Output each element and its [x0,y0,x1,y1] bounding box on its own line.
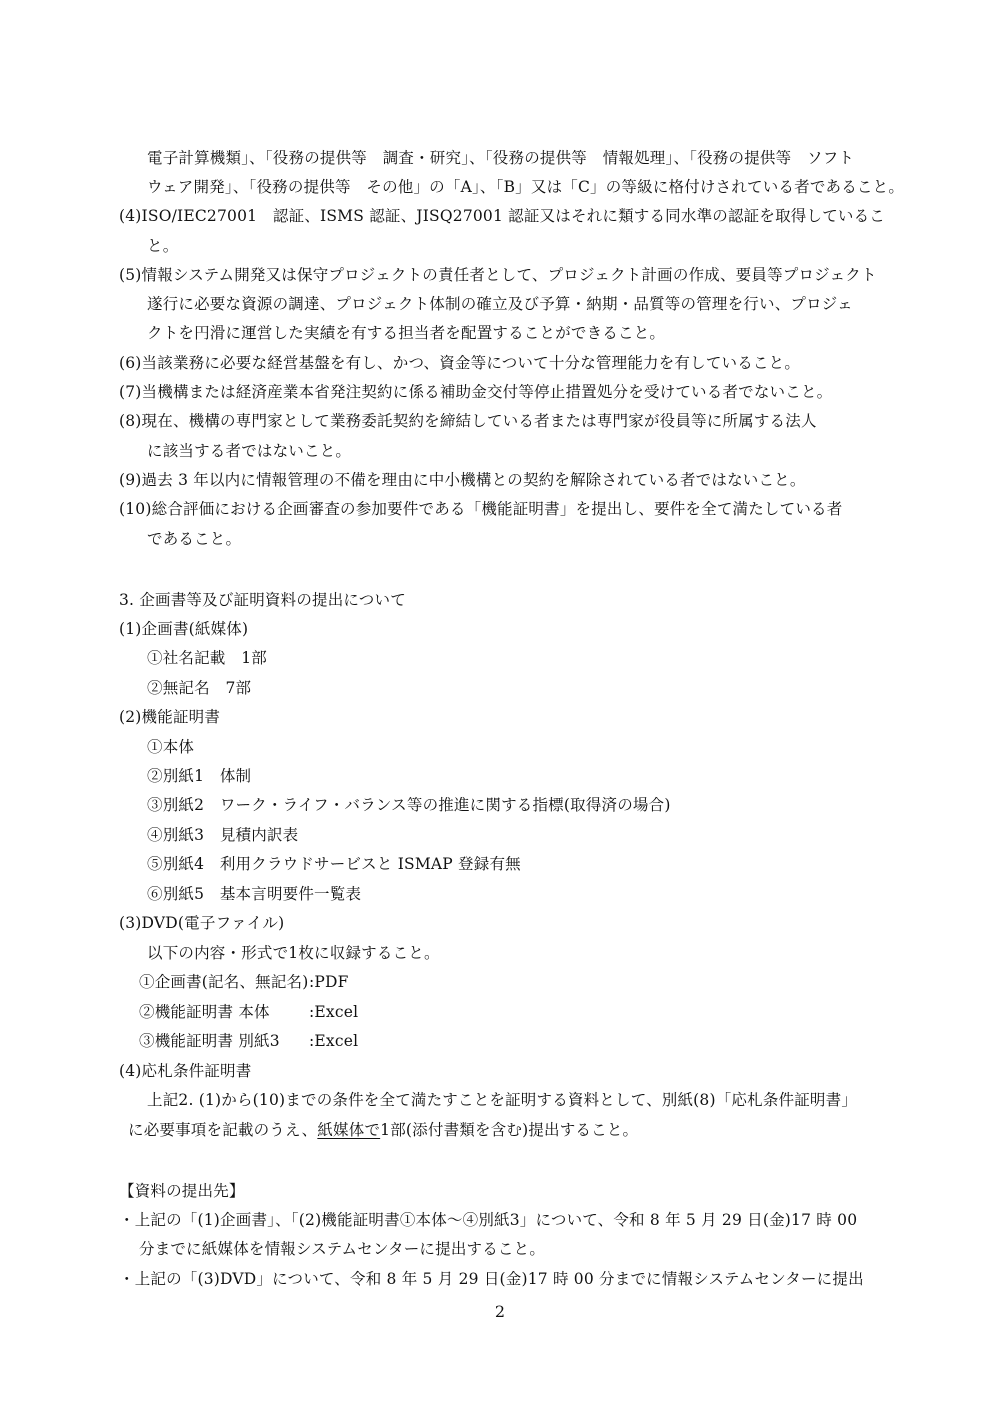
dvd-file-name: ③機能証明書 別紙3 [139,1032,280,1050]
subsection-2-item: ⑥別紙5 基本言明要件一覧表 [147,885,362,903]
requirement-9: (9)過去 3 年以内に情報管理の不備を理由に中小機構との契約を解除されている者ではないこと。 [119,471,806,489]
subsection-4-text: 1部(添付書類を含む)提出すること。 [380,1121,639,1139]
dvd-file-format: :Excel [309,1032,359,1050]
subsection-1-title: (1)企画書(紙媒体) [119,620,249,638]
requirement-10-line-2: であること。 [147,530,242,548]
dvd-file-row [139,1031,358,1051]
subsection-3-intro: 以下の内容・形式で1枚に収録すること。 [147,944,440,962]
paper-medium-underlined: 紙媒体で [317,1121,381,1139]
requirement-5-line-2: 遂行に必要な資源の調達、プロジェクト体制の確立及び予算・納期・品質等の管理を行い、プロジェ [147,295,853,313]
subsection-3-title: (3)DVD(電子ファイル) [119,914,285,932]
dvd-file-row [139,972,349,992]
subsection-2-item: ⑤別紙4 利用クラウドサービスと ISMAP 登録有無 [147,855,521,873]
subsection-2-item: ①本体 [147,738,195,756]
section-3-heading: 3. 企画書等及び証明資料の提出について [119,591,406,609]
submission-bullet-1-line-2: 分までに紙媒体を情報システムセンターに提出すること。 [139,1240,546,1258]
dvd-file-name: ①企画書(記名、無記名) [139,973,309,991]
dvd-file-format: :PDF [309,973,349,991]
requirement-3-cont-line-1: 電子計算機類」、「役務の提供等 調査・研究」、「役務の提供等 情報処理」、「役務の提供等 ソフト [147,149,855,167]
requirement-8-line-2: に該当する者ではないこと。 [147,442,352,460]
requirement-10-line-1: (10)総合評価における企画審査の参加要件である「機能証明書」を提出し、要件を全て満たしている者 [119,500,843,518]
subsection-4-line-1: 上記2. (1)から(10)までの条件を全て満たすことを証明する資料として、別紙(8)「応札条件証明書」 [147,1091,858,1109]
subsection-1-item: ②無記名 7部 [147,679,252,697]
subsection-2-item: ④別紙3 見積内訳表 [147,826,299,844]
subsection-2-item: ②別紙1 体制 [147,767,252,785]
requirement-5-line-3: クトを円滑に運営した実績を有する担当者を配置することができること。 [147,324,666,342]
subsection-4-title: (4)応札条件証明書 [119,1062,252,1080]
requirement-6: (6)当該業務に必要な経営基盤を有し、かつ、資金等について十分な管理能力を有していること。 [119,354,801,372]
subsection-2-item: ③別紙2 ワーク・ライフ・バランス等の推進に関する指標(取得済の場合) [147,796,671,814]
submission-bullet-1-line-1: ・上記の「(1)企画書」、「(2)機能証明書①本体～④別紙3」について、令和 8 年 5 月 29 日(金)17 時 00 [119,1211,858,1229]
subsection-4-line-2 [128,1120,638,1140]
requirement-4-line-1: (4)ISO/IEC27001 認証、ISMS 認証、JISQ27001 認証又はそれに類する同水準の認証を取得しているこ [119,207,885,225]
subsection-1-item: ①社名記載 1部 [147,649,267,667]
subsection-2-title: (2)機能証明書 [119,708,221,726]
requirement-4-line-2: と。 [147,237,179,255]
requirement-8-line-1: (8)現在、機構の専門家として業務委託契約を締結している者または専門家が役員等に所属する法人 [119,412,817,430]
submission-heading: 【資料の提出先】 [119,1182,245,1200]
submission-bullet-2-line-1: ・上記の「(3)DVD」について、令和 8 年 5 月 29 日(金)17 時 00 分までに情報システムセンターに提出 [119,1270,864,1288]
page-number: 2 [494,1302,506,1321]
dvd-file-name: ②機能証明書 本体 [139,1003,270,1021]
dvd-file-row [139,1002,358,1022]
requirement-5-line-1: (5)情報システム開発又は保守プロジェクトの責任者として、プロジェクト計画の作成、要員等プロジェクト [119,266,877,284]
requirement-3-cont-line-2: ウェア開発」、「役務の提供等 その他」の「A」、「B」又は「C」の等級に格付けされている者であること。 [147,178,905,196]
subsection-4-text: に必要事項を記載のうえ、 [128,1121,318,1139]
dvd-file-format: :Excel [309,1003,359,1021]
requirement-7: (7)当機構または経済産業本省発注契約に係る補助金交付等停止措置処分を受けている者でないこと。 [119,383,833,401]
